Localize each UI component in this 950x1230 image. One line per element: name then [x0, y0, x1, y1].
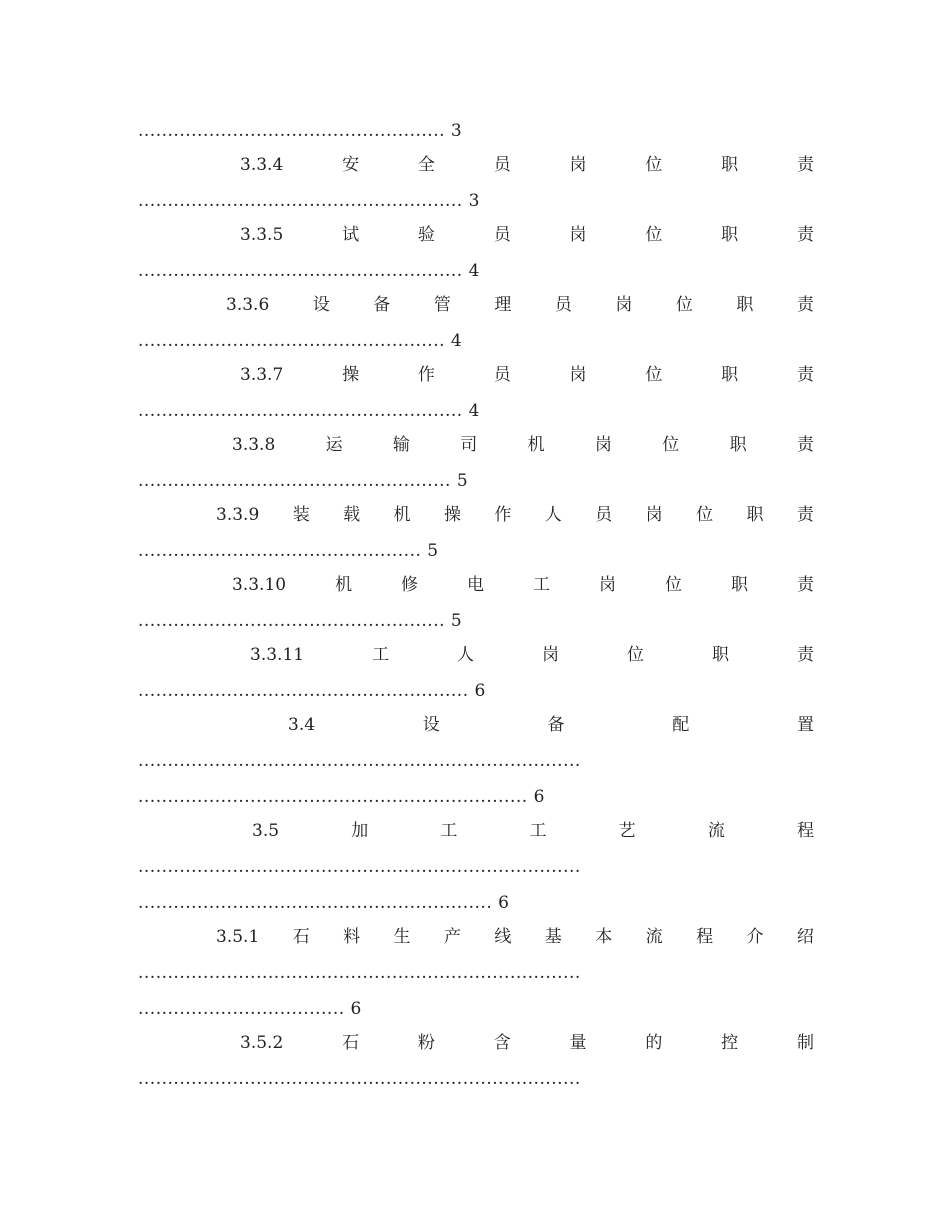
toc-title-char: 含 — [493, 1033, 511, 1053]
toc-title-char: 加 — [351, 821, 369, 841]
toc-title-char: 设 — [422, 715, 440, 735]
toc-title-char: 操 — [342, 365, 360, 385]
toc-title-char: 岗 — [569, 155, 587, 175]
toc-title-char: 电 — [467, 575, 485, 595]
toc-leader-line: .................................................... 3 — [138, 121, 462, 141]
toc-entry-title[interactable] — [138, 224, 814, 246]
toc-page-number: 6 — [498, 893, 509, 913]
toc-title-char: 制 — [796, 1033, 814, 1053]
toc-entry-number: 3.4 — [288, 715, 316, 735]
toc-title-char: 职 — [729, 435, 747, 455]
toc-title-char: 修 — [401, 575, 419, 595]
toc-title-char: 员 — [493, 155, 511, 175]
toc-page-number: 6 — [533, 787, 545, 807]
toc-title-char: 责 — [796, 505, 814, 525]
toc-title-char: 机 — [335, 575, 353, 595]
toc-entry-number: 3.3.9 — [216, 505, 260, 525]
toc-leader-line: ....................................................... 3 — [138, 191, 480, 211]
toc-page-number: 4 — [468, 261, 480, 281]
toc-title-char: 置 — [796, 715, 814, 735]
toc-page-number: 5 — [427, 541, 439, 561]
toc-page-number: 5 — [456, 471, 468, 491]
toc-title-char: 位 — [696, 505, 714, 525]
toc-title-char: 流 — [707, 821, 725, 841]
toc-leader-line: .................................................... 5 — [138, 611, 462, 631]
toc-title-char: 配 — [672, 715, 690, 735]
toc-title-char: 安 — [342, 155, 360, 175]
toc-title-char: 司 — [460, 435, 478, 455]
toc-page-number: 3 — [468, 191, 480, 211]
toc-title-char: 的 — [645, 1033, 663, 1053]
toc-entry-number: 3.5.2 — [240, 1033, 284, 1053]
toc-title-char: 石 — [342, 1033, 360, 1053]
toc-title-char: 员 — [493, 365, 511, 385]
toc-title-char: 作 — [417, 365, 435, 385]
toc-page-number: 4 — [468, 401, 480, 421]
toc-title-char: 位 — [645, 225, 663, 245]
toc-leader-line: ........................................................................... — [138, 1069, 581, 1089]
toc-title-char: 全 — [417, 155, 435, 175]
toc-title-char: 员 — [493, 225, 511, 245]
toc-title-char: 位 — [664, 575, 682, 595]
toc-leader-line: ..................................................... 5 — [138, 471, 468, 491]
toc-title-char: 岗 — [594, 435, 612, 455]
toc-entry-title[interactable] — [138, 1032, 814, 1054]
toc-title-char: 工 — [440, 821, 458, 841]
toc-page-number: 6 — [350, 999, 362, 1019]
toc-title-char: 运 — [325, 435, 343, 455]
toc-title-char: 控 — [721, 1033, 739, 1053]
toc-title-char: 产 — [443, 927, 461, 947]
toc-title-char: 程 — [796, 821, 814, 841]
toc-title-char: 位 — [645, 155, 663, 175]
toc-title-char: 职 — [712, 645, 729, 665]
toc-title-char: 理 — [494, 295, 512, 315]
toc-title-char: 员 — [554, 295, 572, 315]
toc-title-char: 装 — [292, 505, 310, 525]
toc-leader-line: ............................................................ 6 — [138, 893, 509, 913]
toc-title-char: 验 — [417, 225, 435, 245]
toc-entry-number: 3.3.4 — [240, 155, 284, 175]
toc-title-char: 岗 — [542, 645, 560, 665]
toc-title-char: 基 — [544, 927, 562, 947]
toc-entry-title[interactable] — [138, 434, 814, 456]
toc-title-char: 石 — [292, 927, 310, 947]
toc-title-char: 责 — [796, 225, 814, 245]
toc-title-char: 责 — [796, 645, 814, 665]
toc-page-number: 5 — [450, 611, 462, 631]
toc-title-char: 程 — [696, 927, 714, 947]
toc-leader-line: ........................................................................... — [138, 857, 581, 877]
toc-title-char: 位 — [662, 435, 680, 455]
toc-title-char: 量 — [569, 1033, 587, 1053]
toc-title-char: 机 — [527, 435, 545, 455]
toc-entry-number: 3.3.6 — [226, 295, 270, 315]
toc-title-char: 位 — [645, 365, 663, 385]
toc-page-number: 3 — [450, 121, 462, 141]
toc-title-char: 员 — [595, 505, 613, 525]
toc-title-char: 职 — [730, 575, 748, 595]
toc-entry-title[interactable] — [138, 820, 814, 842]
toc-entry-title[interactable] — [138, 294, 814, 316]
toc-title-char: 职 — [721, 225, 739, 245]
toc-entry-title[interactable] — [138, 364, 814, 386]
toc-title-char: 工 — [372, 645, 390, 665]
toc-entry-number: 3.3.7 — [240, 365, 284, 385]
toc-title-char: 艺 — [618, 821, 636, 841]
toc-title-char: 责 — [796, 365, 814, 385]
toc-entry-title[interactable] — [138, 504, 814, 526]
toc-title-char: 流 — [645, 927, 663, 947]
toc-leader-line: ................................... 6 — [138, 999, 362, 1019]
toc-title-char: 位 — [675, 295, 693, 315]
toc-title-char: 作 — [494, 505, 512, 525]
toc-entry-title[interactable] — [138, 644, 814, 666]
toc-entry-title[interactable] — [138, 574, 814, 596]
toc-page-number: 6 — [474, 681, 486, 701]
toc-title-char: 备 — [373, 295, 391, 315]
toc-entry-number: 3.3.11 — [250, 645, 305, 665]
toc-title-char: 岗 — [615, 295, 633, 315]
toc-title-char: 管 — [433, 295, 451, 315]
toc-title-char: 备 — [547, 715, 565, 735]
toc-entry-number: 3.5 — [252, 821, 280, 841]
toc-title-char: 机 — [393, 505, 411, 525]
toc-title-char: 线 — [494, 927, 512, 947]
toc-title-char: 责 — [796, 435, 814, 455]
toc-leader-line: ....................................................... 4 — [138, 401, 480, 421]
toc-title-char: 试 — [342, 225, 360, 245]
toc-title-char: 职 — [746, 505, 764, 525]
toc-title-char: 本 — [595, 927, 613, 947]
toc-entry-number: 3.3.10 — [232, 575, 287, 595]
toc-entry-number: 3.3.8 — [232, 435, 276, 455]
toc-title-char: 绍 — [796, 927, 814, 947]
toc-title-char: 责 — [796, 155, 814, 175]
toc-title-char: 介 — [746, 927, 764, 947]
toc-title-char: 料 — [343, 927, 361, 947]
toc-leader-line: .................................................................. 6 — [138, 787, 545, 807]
toc-entry-number: 3.5.1 — [216, 927, 260, 947]
toc-title-char: 载 — [343, 505, 361, 525]
toc-leader-line: ........................................................................... — [138, 751, 581, 771]
toc-title-char: 职 — [721, 365, 739, 385]
toc-entry-title[interactable] — [138, 714, 814, 736]
toc-entry-title[interactable] — [138, 926, 814, 948]
toc-entry-number: 3.3.5 — [240, 225, 284, 245]
toc-leader-line: ................................................ 5 — [138, 541, 439, 561]
toc-leader-line: .................................................... 4 — [138, 331, 462, 351]
toc-title-char: 人 — [544, 505, 562, 525]
toc-title-char: 粉 — [417, 1033, 435, 1053]
toc-title-char: 职 — [721, 155, 739, 175]
toc-leader-line: ........................................................................... — [138, 963, 581, 983]
toc-title-char: 输 — [392, 435, 410, 455]
toc-entry-title[interactable] — [138, 154, 814, 176]
toc-title-char: 人 — [457, 645, 475, 665]
toc-page-number: 4 — [450, 331, 462, 351]
toc-title-char: 岗 — [569, 225, 587, 245]
toc-title-char: 位 — [627, 645, 645, 665]
toc-title-char: 责 — [796, 575, 814, 595]
toc-title-char: 工 — [529, 821, 547, 841]
toc-title-char: 操 — [443, 505, 461, 525]
toc-title-char: 生 — [393, 927, 411, 947]
toc-title-char: 职 — [736, 295, 754, 315]
toc-title-char: 岗 — [599, 575, 616, 595]
toc-leader-line: ....................................................... 4 — [138, 261, 480, 281]
toc-title-char: 岗 — [569, 365, 587, 385]
toc-title-char: 工 — [533, 575, 551, 595]
toc-title-char: 岗 — [645, 505, 663, 525]
toc-leader-line: ........................................................ 6 — [138, 681, 486, 701]
toc-title-char: 责 — [796, 295, 814, 315]
toc-title-char: 设 — [312, 295, 330, 315]
